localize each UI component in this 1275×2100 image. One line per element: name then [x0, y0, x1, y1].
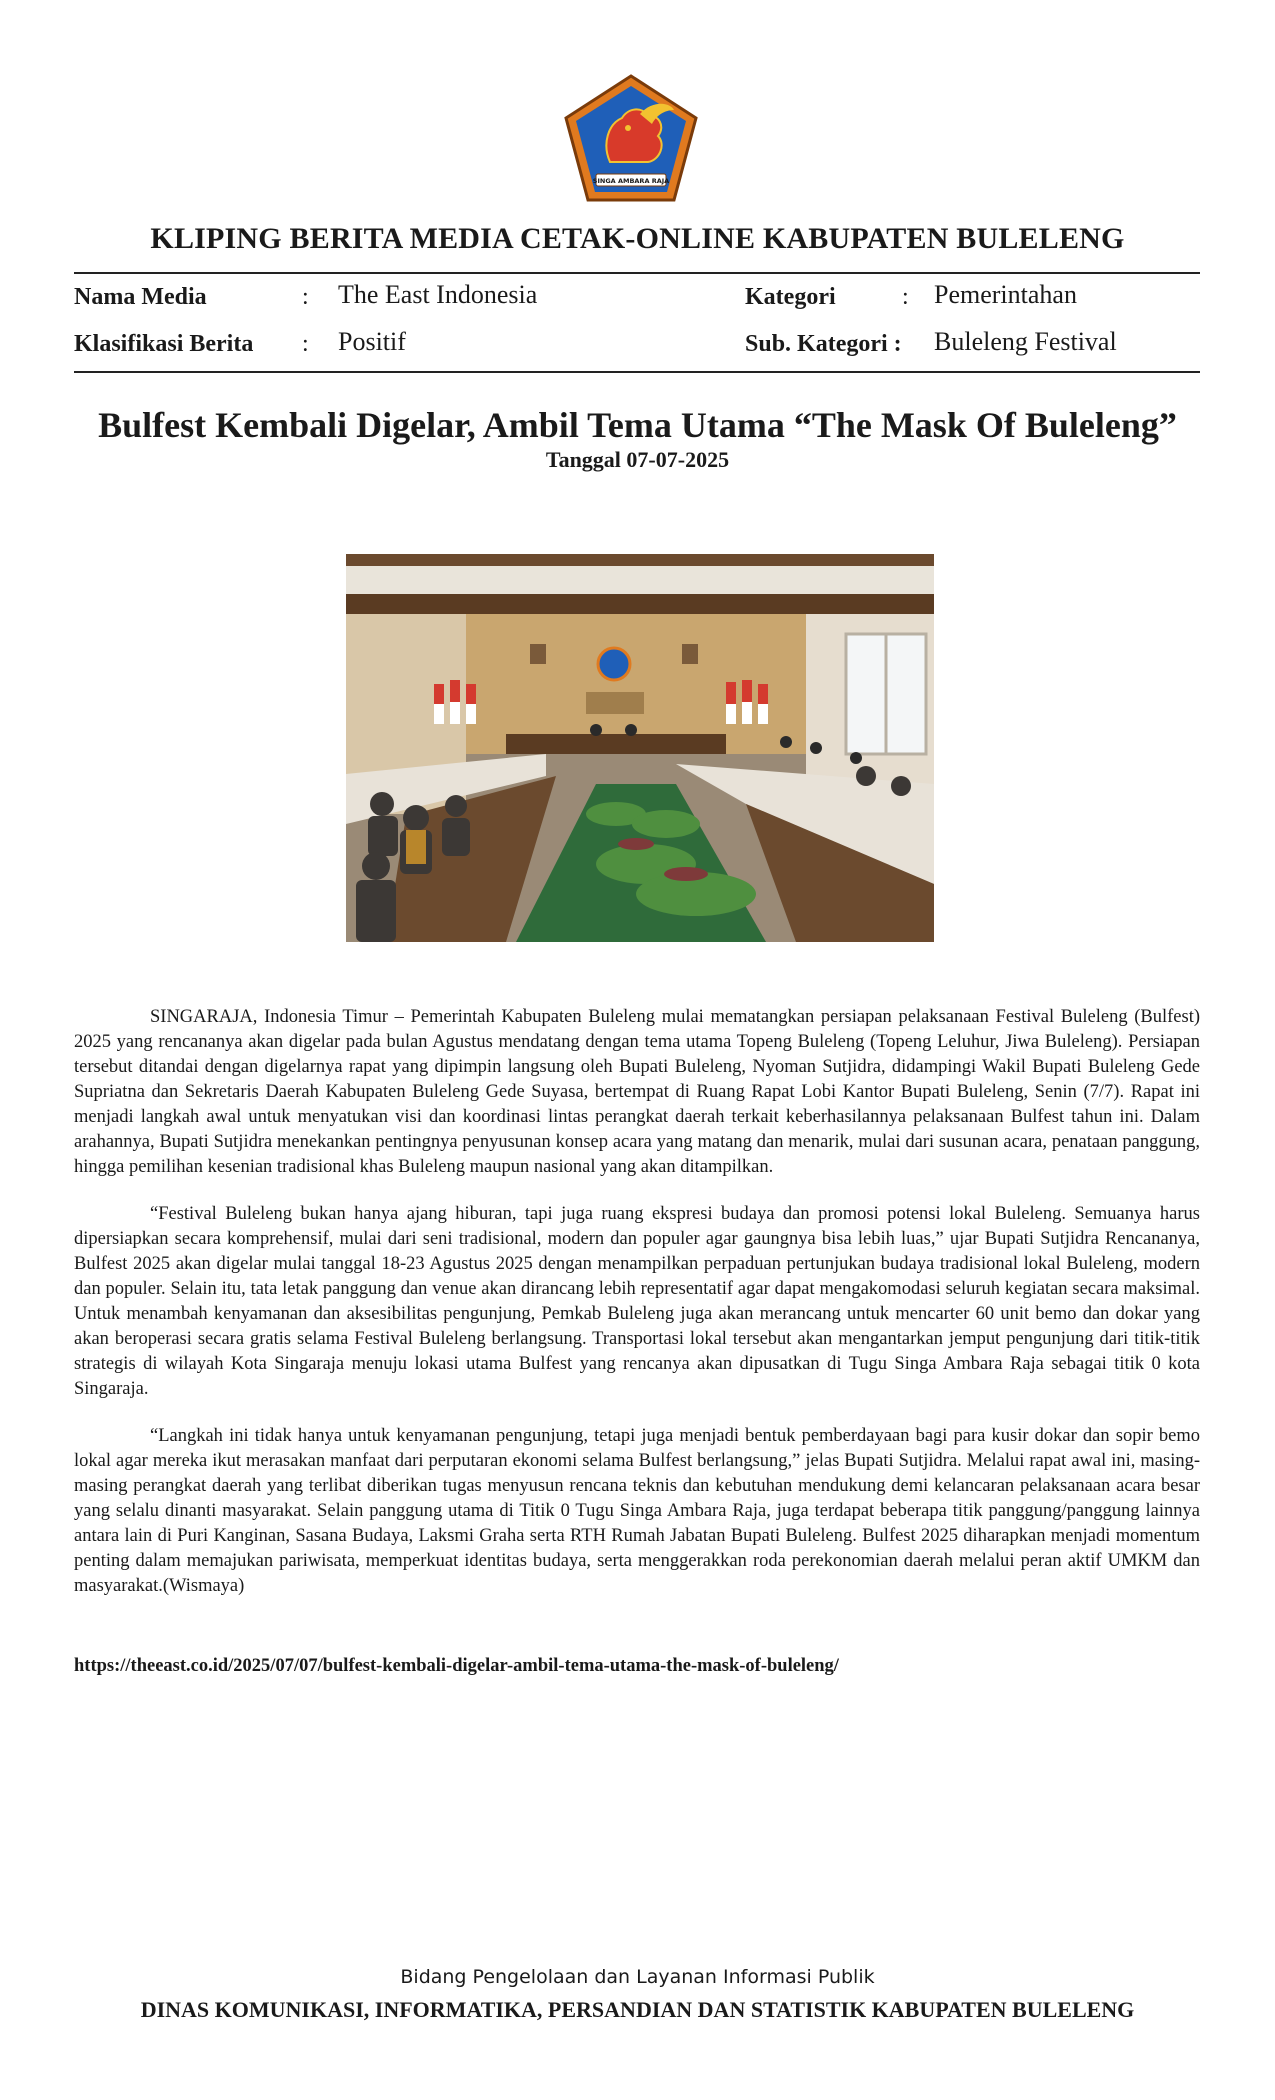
article-paragraph-2: “Festival Buleleng bukan hanya ajang hiburan, tapi juga ruang ekspresi budaya dan promosi potensi lokal Buleleng. Semuanya harus dipersiapkan secara komprehensif, mulai dari seni tradisional, modern dan populer agar gaungnya bisa lebih luas,” ujar Bupati Sutjidra Rencananya, Bulfest 2025 akan digelar mulai tanggal 18-23 Agustus 2025 dengan menampilkan perpaduan pertunjukan budaya tradisional lokal Buleleng, modern dan populer. Selain itu, tata letak panggung dan venue akan dirancang lebih representatif agar dapat mengakomodasi seluruh kegiatan secara maksimal. Untuk menambah kenyamanan dan aksesibilitas pengunjung, Pemkab Buleleng juga akan merancang untuk mencarter 60 unit bemo dan dokar yang akan beroperasi secara gratis selama Festival Buleleng berlangsung. Transportasi lokal tersebut akan mengantarkan jemput pengunjung dari titik-titik strategis di wilayah Kota Singaraja menuju lokasi utama Bulfest yang rencanya akan dipusatkan di Tugu Singa Ambara Raja sebagai titik 0 kota Singaraja.: [74, 1204, 1200, 1399]
article-paragraph-1: SINGARAJA, Indonesia Timur – Pemerintah Kabupaten Buleleng mulai mematangkan persiapan pelaksanaan Festival Buleleng (Bulfest) 2025 yang rencananya akan digelar pada bulan Agustus mendatang dengan tema utama Topeng Buleleng (Topeng Leluhur, Jiwa Buleleng). Persiapan tersebut ditandai dengan digelarnya rapat yang dipimpin langsung oleh Bupati Buleleng, Nyoman Sutjidra, didampingi Wakil Bupati Buleleng Gede Supriatna dan Sekretaris Daerah Kabupaten Buleleng Gede Suyasa, bertempat di Ruang Rapat Lobi Kantor Bupati Buleleng, Senin (7/7). Rapat ini menjadi langkah awal untuk menyatukan visi dan koordinasi lintas perangkat daerah terkait keberhasilannya pelaksanaan Bulfest tahun ini. Dalam arahannya, Bupati Sutjidra menekankan pentingnya penyusunan konsep acara yang matang dan menarik, mulai dari susunan acara, penataan panggung, hingga pemilihan kesenian tradisional khas Buleleng maupun nasional yang akan ditampilkan.: [74, 1007, 1200, 1177]
svg-text:SINGA AMBARA RAJA: SINGA AMBARA RAJA: [592, 177, 670, 185]
classification-colon: :: [302, 331, 309, 357]
footer-organization: DINAS KOMUNIKASI, INFORMATIKA, PERSANDIAN DAN STATISTIK KABUPATEN BULELENG: [140, 1997, 1135, 2022]
media-name-label: Nama Media: [74, 284, 207, 310]
footer-department: Bidang Pengelolaan dan Layanan Informasi Publik: [400, 1966, 875, 1988]
media-name-colon: :: [302, 284, 309, 310]
subcategory-label: Sub. Kategori :: [745, 331, 902, 357]
header-top-rule: [74, 272, 1200, 274]
article-body: [74, 1005, 1200, 1621]
category-label: Kategori: [745, 284, 836, 310]
source-link[interactable]: https://theeast.co.id/2025/07/07/bulfest-kembali-digelar-ambil-tema-utama-the-mask-of-buleleng/: [74, 1656, 839, 1676]
header-bottom-rule: [74, 371, 1200, 373]
category-value: Pemerintahan: [934, 280, 1077, 309]
buleleng-crest-logo: [562, 74, 700, 202]
meeting-room-photo: [346, 554, 934, 942]
category-colon: :: [902, 284, 909, 310]
article-title: Bulfest Kembali Digelar, Ambil Tema Utama “The Mask Of Buleleng”: [98, 405, 1177, 445]
classification-value: Positif: [338, 327, 406, 356]
media-name-value: The East Indonesia: [338, 280, 538, 309]
classification-label: Klasifikasi Berita: [74, 331, 254, 357]
subcategory-value: Buleleng Festival: [934, 327, 1117, 356]
document-header-title: KLIPING BERITA MEDIA CETAK-ONLINE KABUPATEN BULELENG: [150, 222, 1125, 255]
article-paragraph-3: “Langkah ini tidak hanya untuk kenyamanan pengunjung, tetapi juga menjadi bentuk pemberdayaan bagi para kusir dokar dan sopir bemo lokal agar mereka ikut merasakan manfaat dari perputaran ekonomi selama Bulfest berlangsung,” jelas Bupati Sutjidra. Melalui rapat awal ini, masing-masing perangkat daerah yang terlibat diberikan tugas menyusun rencana teknis dan kebutuhan mendukung demi kelancaran pelaksanaan acara besar yang selalu dinanti masyarakat. Selain panggung utama di Titik 0 Tugu Singa Ambara Raja, juga terdapat beberapa titik panggung/panggung lainnya antara lain di Puri Kanginan, Sasana Budaya, Laksmi Graha serta RTH Rumah Jabatan Bupati Buleleng. Bulfest 2025 diharapkan menjadi momentum penting dalam memajukan pariwisata, memperkuat identitas budaya, serta menggerakkan roda perekonomian daerah melalui peran aktif UMKM dan masyarakat.(Wismaya): [74, 1426, 1200, 1596]
article-date: Tanggal 07-07-2025: [545, 447, 730, 472]
